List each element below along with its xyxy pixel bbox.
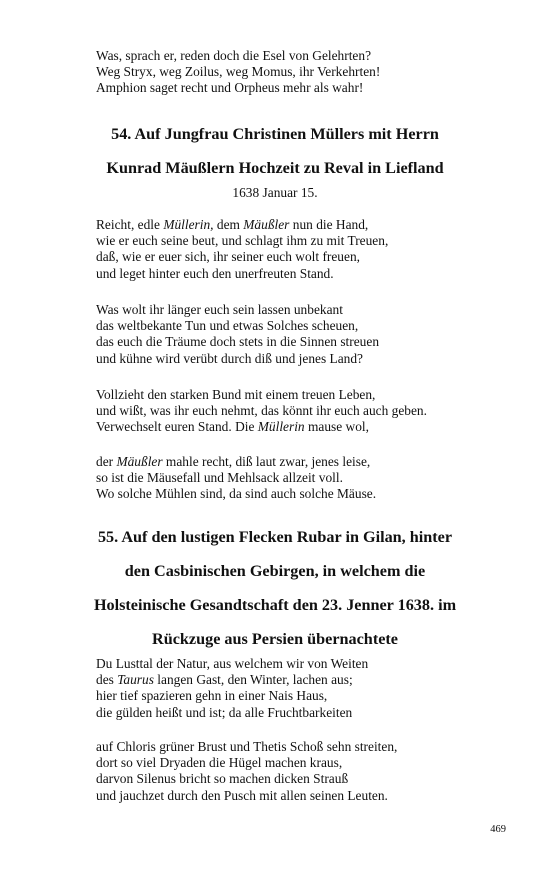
verse-line: wie er euch seine beut, und schlagt ihm zu mit Treuen, xyxy=(96,233,389,249)
verse-line: und jauchzet durch den Pusch mit allen seinen Leuten. xyxy=(96,787,388,803)
verse-line: Vollzieht den starken Bund mit einem treuen Leben, xyxy=(96,387,376,402)
italic-name: Mäußler xyxy=(243,217,290,232)
verse-line: hier tief spazieren gehn in einer Nais Haus, xyxy=(96,688,328,704)
verse-line: so ist die Mäusefall und Mehlsack allzeit voll. xyxy=(96,470,343,486)
poem-54-stanza-2 xyxy=(96,302,516,367)
poem-54-stanza-3 xyxy=(96,387,516,436)
verse-line: und kühne wird verübt durch diß und jenes Land? xyxy=(96,350,364,366)
poem-55-title-line-2: den Casbinischen Gebirgen, in welchem die xyxy=(124,562,426,580)
poem-55-title-line-3: Holsteinische Gesandtschaft den 23. Jenner 1638. im xyxy=(93,596,457,614)
verse-line: darvon Silenus bricht so machen dicken Strauß xyxy=(96,771,349,787)
verse-line: auf Chloris grüner Brust und Thetis Schoß sehn streiten, xyxy=(96,739,398,754)
verse-line: des Taurus langen Gast, den Winter, lachen aus; xyxy=(96,672,353,688)
verse-line: dort so viel Dryaden die Hügel machen kraus, xyxy=(96,755,343,771)
poem-54-title-line-2: Kunrad Mäußlern Hochzeit zu Reval in Liefland xyxy=(106,159,444,177)
verse-line: Reicht, edle Müllerin, dem Mäußler nun die Hand, xyxy=(96,217,369,232)
verse-line: daß, wie er euer sich, ihr seiner euch wolt freuen, xyxy=(96,249,360,265)
italic-name: Taurus xyxy=(117,672,154,688)
verse-line: Was, sprach er, reden doch die Esel von Gelehrten? xyxy=(96,48,372,63)
poem-55-stanza-1 xyxy=(96,656,516,721)
poem-55-title-line-4: Rückzuge aus Persien übernachtete xyxy=(152,630,398,648)
poem-54-title-line-1: 54. Auf Jungfrau Christinen Müllers mit Herrn xyxy=(111,125,439,143)
verse-line: Wo solche Mühlen sind, da sind auch solche Mäuse. xyxy=(96,486,377,502)
verse-line: und wißt, was ihr euch nehmt, das könnt ihr euch auch geben. xyxy=(96,403,427,419)
verse-line: Weg Stryx, weg Zoilus, weg Momus, ihr Verkehrten! xyxy=(96,64,381,80)
verse-line: Verwechselt euren Stand. Die Müllerin mause wol, xyxy=(96,419,369,435)
italic-name: Mäußler xyxy=(116,454,163,469)
poem-55-title-line-1: 55. Auf den lustigen Flecken Rubar in Gilan, hinter xyxy=(97,528,453,546)
verse-line: Du Lusttal der Natur, aus welchem wir von Weiten xyxy=(96,656,369,671)
verse-line: die gülden heißt und ist; da alle Fruchtbarkeiten xyxy=(96,704,353,720)
italic-name: Müllerin, xyxy=(163,217,214,232)
verse-line: das weltbekante Tun und etwas Solches scheuen, xyxy=(96,318,359,334)
poem-55-stanza-2 xyxy=(96,739,516,804)
verse-line: das euch die Träume doch stets in die Sinnen streuen xyxy=(96,334,380,350)
verse-line: der Mäußler mahle recht, diß laut zwar, jenes leise, xyxy=(96,454,371,469)
poem-54-stanza-1 xyxy=(96,217,516,282)
verse-line: Was wolt ihr länger euch sein lassen unbekant xyxy=(96,302,343,317)
poem-54-date: 1638 Januar 15. xyxy=(232,185,318,200)
poem-54-stanza-4 xyxy=(96,454,516,503)
page-number: 469 xyxy=(490,824,506,835)
verse-line: Amphion saget recht und Orpheus mehr als wahr! xyxy=(96,80,364,96)
opening-verse xyxy=(96,48,516,97)
verse-line: und leget hinter euch den unerfreuten Stand. xyxy=(96,265,334,281)
italic-name: Müllerin xyxy=(257,419,305,435)
